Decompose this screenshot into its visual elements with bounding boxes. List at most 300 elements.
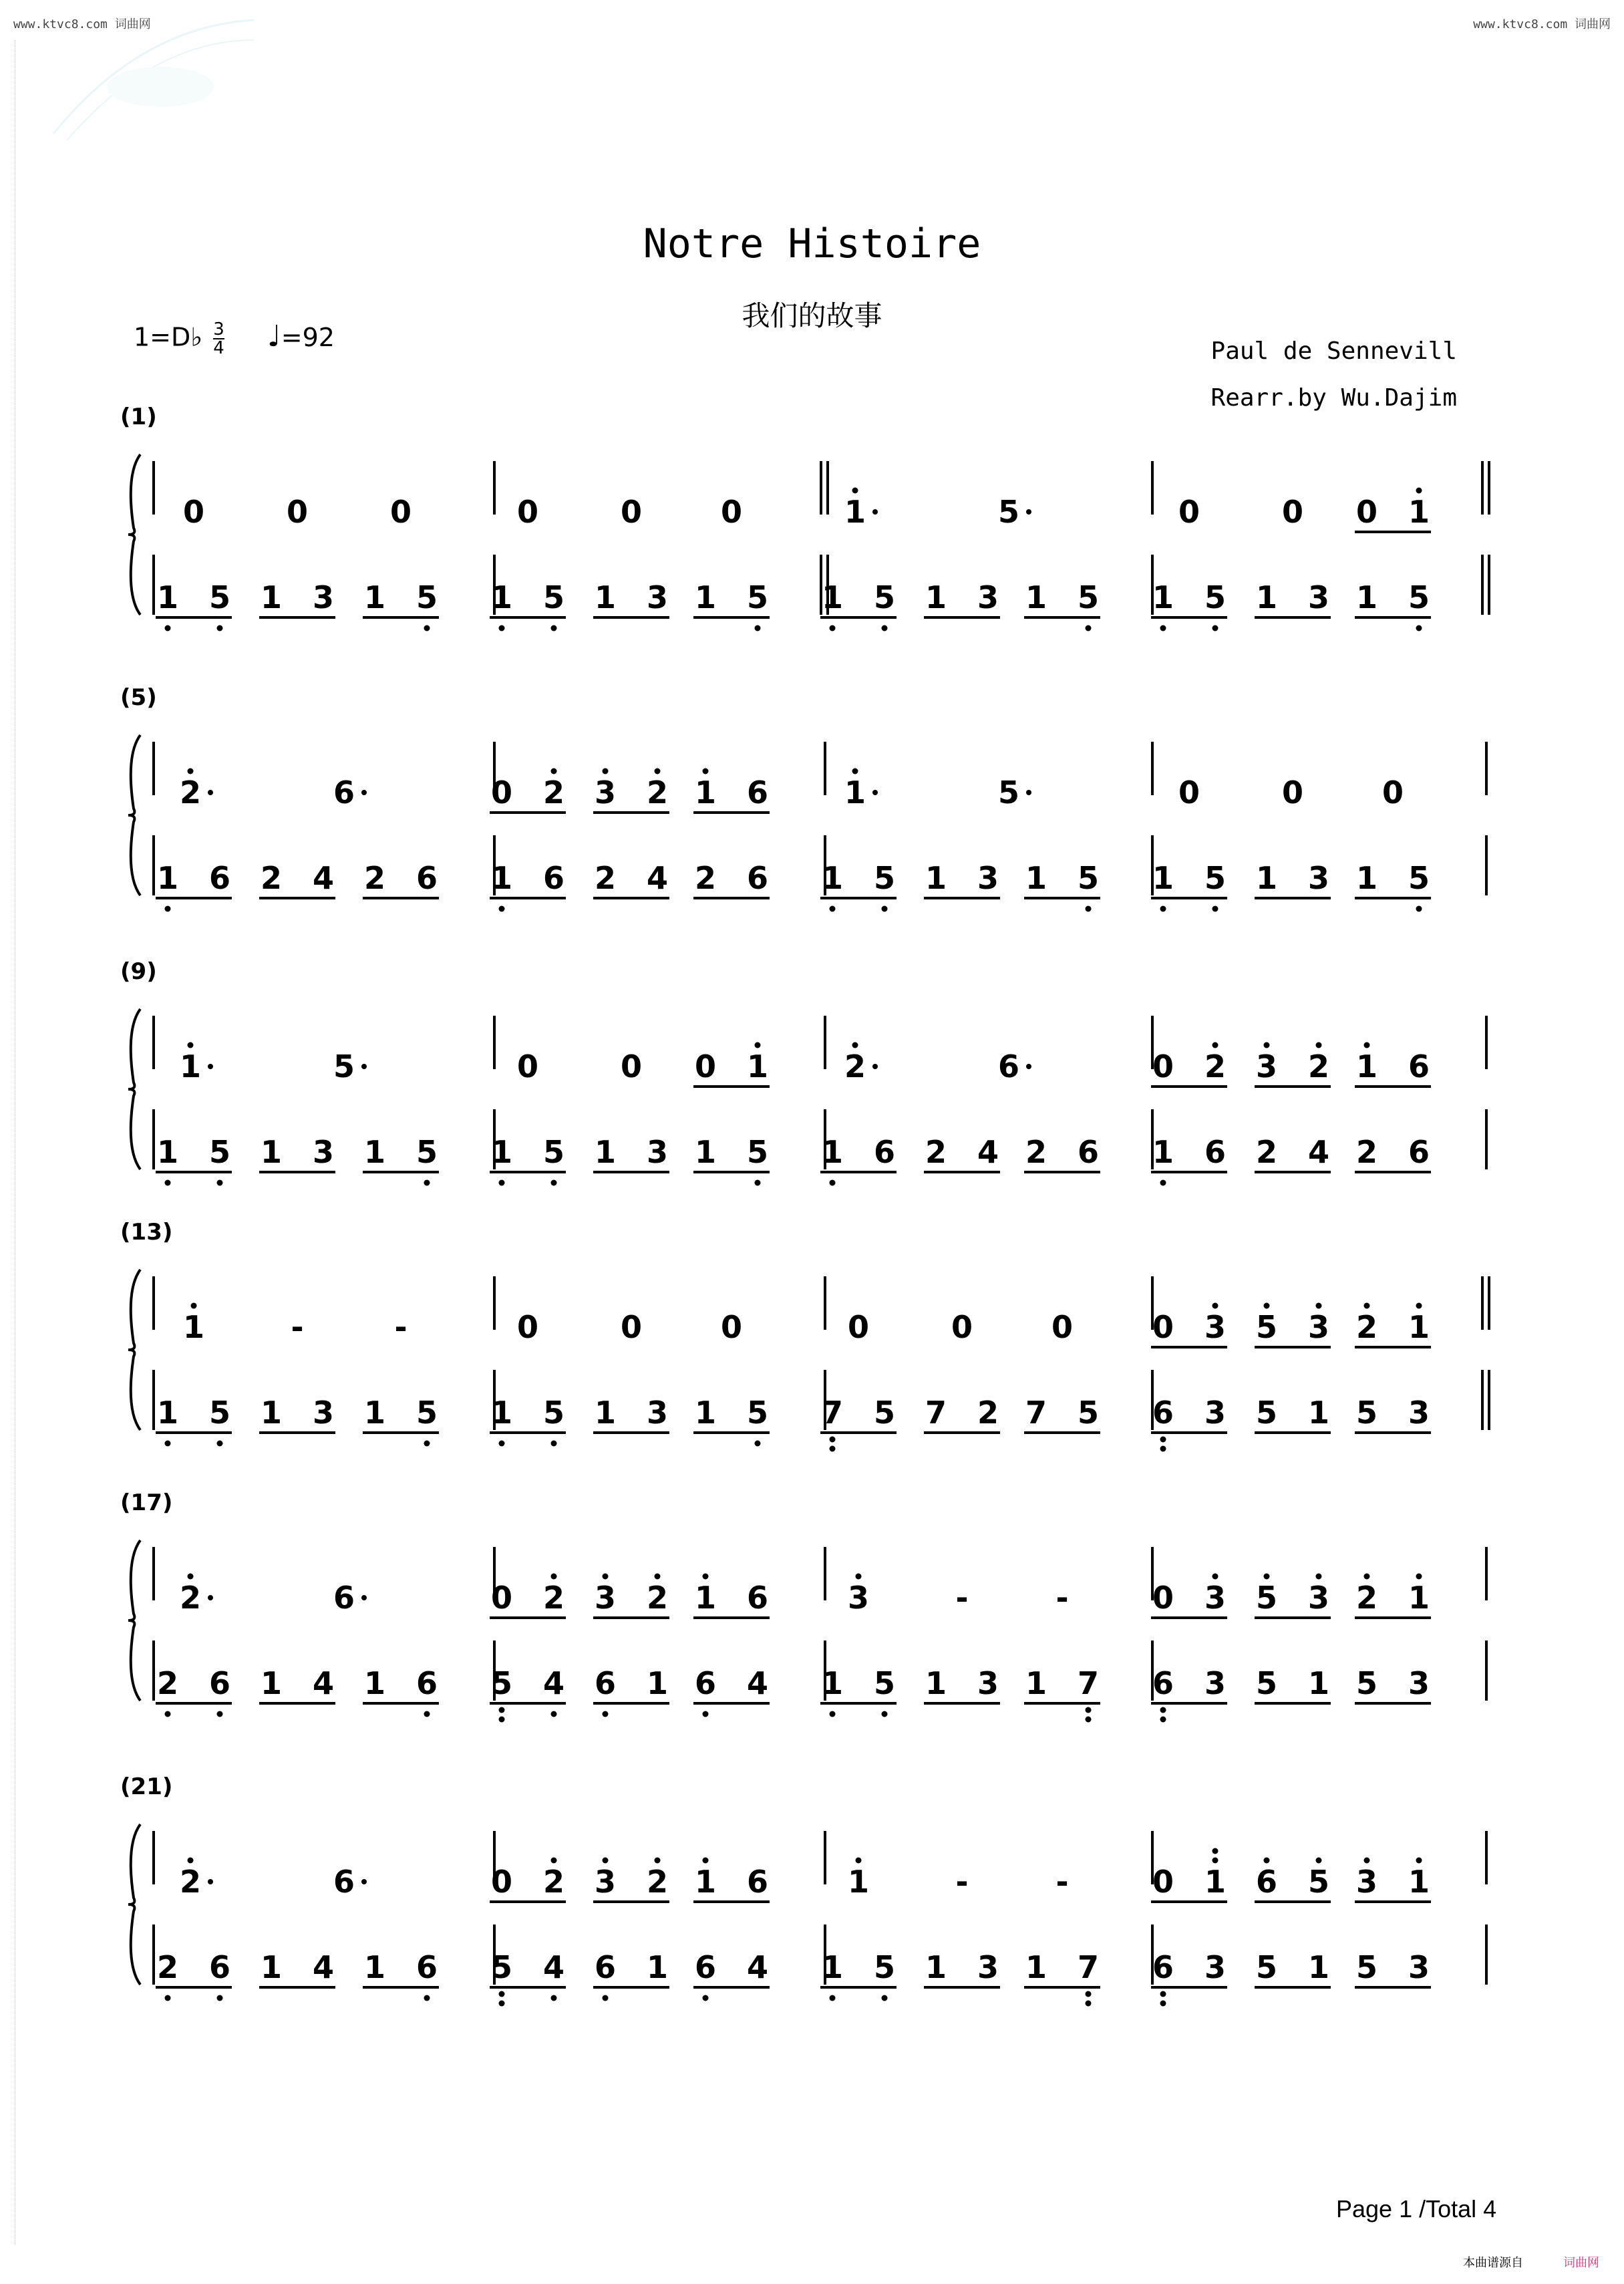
lower-m1-note: 2 [156,1949,179,1985]
octave-up-dot [856,1574,862,1580]
octave-down-dot [830,1711,836,1717]
upper-m4-note: 1 [1204,1864,1227,1900]
upper-m1-note: 1 [179,1048,202,1085]
octave-down-dot [217,1995,223,2001]
lower-m1-note: 1 [260,1949,283,1985]
octave-down-dot [499,2001,505,2007]
lower-m3-note: 5 [873,579,896,615]
octave-down-dot [424,1711,430,1717]
upper-m4-note: 0 [1281,774,1304,811]
octave-up-dot [1364,1858,1370,1864]
octave-down-dot [217,1180,223,1186]
octave-down-dot [1416,625,1422,631]
lower-m2-note: 1 [594,1134,617,1170]
upper-m2-note: 0 [620,1048,643,1085]
lower-m2-note: 4 [542,1665,565,1701]
octave-down-dot [1086,906,1092,912]
lower-m3-note: 5 [873,1665,896,1701]
octave-up-dot [852,488,858,494]
lower-m2-note: 2 [594,860,617,896]
upper-m4-note: 5 [1307,1864,1330,1900]
octave-down-dot [551,1995,557,2001]
lower-m3-note: 2 [1025,1134,1047,1170]
octave-down-dot [1086,1707,1092,1713]
lower-m2-note: 1 [490,1395,513,1431]
lower-m1-note: 5 [208,579,231,615]
octave-down-dot [499,1707,505,1713]
octave-up-dot [1316,1858,1322,1864]
octave-down-dot [1160,1717,1166,1723]
upper-m2-note: 1 [694,1580,717,1616]
lower-m3-note: 3 [977,860,999,896]
upper-m3-note: 1 [847,1864,870,1900]
lower-m3-note: 1 [821,1665,844,1701]
octave-down-dot [1160,906,1166,912]
upper-m4-note: 5 [1255,1309,1278,1345]
upper-m4-note: 0 [1152,1309,1174,1345]
octave-up-dot [755,1042,761,1048]
octave-down-dot [830,1446,836,1452]
lower-m4-note: 1 [1355,860,1378,896]
octave-up-dot [852,1042,858,1048]
upper-m2-note: 0 [516,494,539,530]
upper-m2-note: 2 [646,1864,669,1900]
octave-down-dot [703,1995,709,2001]
measure-number: (17) [120,1489,173,1516]
upper-m4-note: 2 [1204,1048,1227,1085]
page-indicator: Page 1 /Total 4 [1336,2195,1497,2223]
system-5 [120,1489,1486,1723]
header-left-source: www.ktvc8.com 词曲网 [13,17,151,31]
octave-up-dot [852,768,858,774]
octave-down-dot [165,1441,171,1447]
footer-source-label: 本曲谱源自 [1463,2256,1523,2270]
lower-m3-note: 1 [925,579,947,615]
upper-m4-note: 1 [1408,1580,1430,1616]
octave-down-dot [882,1995,888,2001]
upper-m3-note: 5 [997,494,1020,530]
octave-down-dot [882,1711,888,1717]
upper-m1-note: 0 [182,494,205,530]
lower-m4-note: 1 [1307,1665,1330,1701]
lower-m2-note: 1 [490,1134,513,1170]
upper-m4-note: 1 [1408,494,1430,530]
augmentation-dot [361,790,367,795]
octave-up-dot [1316,1042,1322,1048]
lower-m3-note: 7 [925,1395,947,1431]
octave-up-dot [1364,1303,1370,1309]
lower-m1-note: 5 [416,579,438,615]
upper-m1-note: 0 [286,494,309,530]
lower-m1-note: 4 [312,1665,335,1701]
upper-m2-note: 0 [720,1309,743,1345]
upper-m4-note: 0 [1281,494,1304,530]
upper-m3-note: 0 [951,1309,973,1345]
grand-staff-brace [128,735,140,895]
upper-m3-note: 2 [844,1048,866,1085]
octave-down-dot [165,1711,171,1717]
lower-m3-note: 5 [873,1949,896,1985]
lower-m1-note: 1 [260,1665,283,1701]
lower-m4-note: 3 [1307,579,1330,615]
octave-down-dot [499,625,505,631]
lower-m1-note: 6 [416,1949,438,1985]
grand-staff-brace [128,1540,140,1701]
octave-down-dot [1086,1717,1092,1723]
lower-m1-note: 1 [363,1665,386,1701]
upper-m2-note: 6 [746,1864,769,1900]
upper-m4-note: 1 [1408,1864,1430,1900]
upper-m2-note: 0 [516,1309,539,1345]
upper-m3-note: - [955,1580,969,1616]
grand-staff-brace [128,1009,140,1169]
upper-m3-note: 0 [847,1309,870,1345]
tempo-value: =92 [281,323,335,352]
upper-m1-note: 2 [179,774,202,811]
octave-up-dot [1364,1574,1370,1580]
lower-m3-note: 1 [925,1665,947,1701]
lower-m3-note: 7 [1077,1665,1100,1701]
lower-m1-note: 1 [156,579,179,615]
lower-m1-note: 1 [363,579,386,615]
lower-m3-note: 1 [1025,1949,1047,1985]
augmentation-dot [1026,1064,1031,1069]
lower-m3-note: 1 [1025,860,1047,896]
lower-m4-note: 5 [1355,1949,1378,1985]
upper-m3-note: 5 [997,774,1020,811]
octave-up-dot [703,1574,709,1580]
lower-m3-note: 1 [821,860,844,896]
upper-m4-note: 3 [1204,1309,1227,1345]
octave-up-dot [703,1858,709,1864]
lower-m2-note: 6 [594,1949,617,1985]
lower-m2-note: 1 [646,1665,669,1701]
lower-m4-note: 5 [1204,860,1227,896]
octave-down-dot [1086,2001,1092,2007]
lower-m3-note: 6 [873,1134,896,1170]
octave-down-dot [603,1711,609,1717]
octave-down-dot [165,1995,171,2001]
lower-m3-note: 5 [873,860,896,896]
lower-m1-note: 2 [260,860,283,896]
octave-down-dot [1086,1991,1092,1997]
lower-m3-note: 1 [821,579,844,615]
lower-m4-note: 5 [1408,579,1430,615]
upper-m2-note: 0 [490,1864,513,1900]
measure-number: (9) [120,958,157,985]
octave-up-dot [655,1574,661,1580]
lower-m3-note: 1 [1025,1665,1047,1701]
lower-m1-note: 6 [416,1665,438,1701]
octave-down-dot [424,625,430,631]
song-subtitle: 我们的故事 [742,299,882,332]
upper-m4-note: 0 [1152,1864,1174,1900]
lower-m1-note: 6 [208,1949,231,1985]
lower-m4-note: 6 [1152,1665,1174,1701]
lower-m3-note: 5 [873,1395,896,1431]
octave-up-dot [655,768,661,774]
lower-m3-note: 3 [977,1949,999,1985]
octave-down-dot [551,625,557,631]
octave-up-dot [1416,1574,1422,1580]
octave-up-dot [188,1858,194,1864]
octave-down-dot [703,1711,709,1717]
lower-m2-note: 1 [694,579,717,615]
upper-m1-note: - [291,1309,304,1345]
time-sig-bottom: 4 [213,338,224,358]
measure-number: (13) [120,1219,173,1246]
octave-down-dot [882,625,888,631]
octave-down-dot [830,1180,836,1186]
augmentation-dot [361,1064,367,1069]
upper-m2-note: 0 [720,494,743,530]
lower-m4-note: 1 [1152,860,1174,896]
augmentation-dot [361,1595,367,1600]
upper-m4-note: 3 [1355,1864,1378,1900]
lower-m1-note: 1 [260,1134,283,1170]
grand-staff-brace [128,1824,140,1985]
lower-m3-note: 1 [925,860,947,896]
upper-m4-note: 3 [1307,1309,1330,1345]
lower-m3-note: 1 [1025,579,1047,615]
upper-m1-note: 1 [182,1309,205,1345]
octave-up-dot [551,1574,557,1580]
lower-m2-note: 3 [646,1134,669,1170]
octave-up-dot [191,1303,197,1309]
lower-m4-note: 3 [1408,1395,1430,1431]
octave-up-dot [1212,1303,1219,1309]
lower-m2-note: 4 [746,1949,769,1985]
augmentation-dot [872,790,878,795]
upper-m2-note: 2 [646,1580,669,1616]
octave-down-dot [424,1441,430,1447]
lower-m2-note: 5 [746,1134,769,1170]
lower-m4-note: 4 [1307,1134,1330,1170]
key-label: 1=D♭ [134,322,203,352]
lower-m3-note: 7 [821,1395,844,1431]
augmentation-dot [361,1879,367,1884]
octave-down-dot [1086,625,1092,631]
upper-m4-note: 1 [1355,1048,1378,1085]
upper-m1-note: - [394,1309,408,1345]
upper-m2-note: 3 [594,774,617,811]
upper-m2-note: 2 [646,774,669,811]
octave-up-dot [1264,1574,1270,1580]
upper-m4-note: 5 [1255,1580,1278,1616]
upper-m2-note: 0 [620,494,643,530]
upper-m2-note: 3 [594,1864,617,1900]
lower-m2-note: 3 [646,1395,669,1431]
lower-m1-note: 1 [156,860,179,896]
lower-m4-note: 5 [1255,1949,1278,1985]
upper-m3-note: 1 [844,774,866,811]
lower-m3-note: 4 [977,1134,999,1170]
grand-staff-brace [128,1270,140,1430]
lower-m2-note: 4 [746,1665,769,1701]
octave-down-dot [424,1180,430,1186]
system-2 [120,684,1486,912]
upper-m3-note: - [955,1864,969,1900]
octave-down-dot [1160,1437,1166,1443]
lower-m3-note: 5 [1077,860,1100,896]
octave-up-dot [603,1574,609,1580]
lower-m4-note: 3 [1204,1665,1227,1701]
upper-m1-note: 6 [333,1864,355,1900]
lower-m4-note: 3 [1204,1949,1227,1985]
octave-down-dot [499,1180,505,1186]
lower-m1-note: 1 [363,1395,386,1431]
lower-m2-note: 1 [490,579,513,615]
octave-up-dot [655,1858,661,1864]
octave-up-dot [603,1858,609,1864]
octave-down-dot [499,1991,505,1997]
lower-m1-note: 1 [156,1134,179,1170]
upper-m2-note: 2 [542,1580,565,1616]
octave-down-dot [830,1995,836,2001]
lower-m3-note: 1 [925,1949,947,1985]
lower-m2-note: 4 [542,1949,565,1985]
upper-m4-note: 0 [1382,774,1404,811]
lower-m2-note: 5 [490,1665,513,1701]
lower-m2-note: 5 [542,1134,565,1170]
lower-m1-note: 3 [312,1134,335,1170]
lower-m2-note: 2 [694,860,717,896]
upper-m3-note: - [1055,1864,1069,1900]
lower-m3-note: 1 [821,1134,844,1170]
lower-m1-note: 6 [208,860,231,896]
upper-m4-note: 0 [1355,494,1378,530]
octave-down-dot [165,1180,171,1186]
octave-up-dot [551,768,557,774]
lower-m2-note: 5 [542,1395,565,1431]
octave-down-dot [1160,1991,1166,1997]
upper-m4-note: 0 [1178,774,1200,811]
lower-m1-note: 4 [312,1949,335,1985]
octave-down-dot [1212,906,1219,912]
upper-m3-note: 0 [1051,1309,1074,1345]
lower-m1-note: 1 [156,1395,179,1431]
augmentation-dot [208,1879,213,1884]
upper-m4-note: 3 [1255,1048,1278,1085]
octave-down-dot [830,906,836,912]
octave-down-dot [499,906,505,912]
octave-down-dot [755,1180,761,1186]
system-4 [120,1219,1489,1452]
footer-brand-label: 词曲网 [1563,2256,1599,2270]
lower-m4-note: 3 [1408,1665,1430,1701]
octave-down-dot [1160,2001,1166,2007]
upper-m4-note: 0 [1178,494,1200,530]
lower-m3-note: 7 [1025,1395,1047,1431]
lower-m4-note: 3 [1307,860,1330,896]
octave-down-dot [217,1441,223,1447]
octave-up-dot [1316,1303,1322,1309]
lower-m4-note: 2 [1255,1134,1278,1170]
lower-m1-note: 4 [312,860,335,896]
lower-m2-note: 6 [542,860,565,896]
octave-up-dot [703,768,709,774]
lower-m4-note: 6 [1408,1134,1430,1170]
upper-m4-note: 6 [1255,1864,1278,1900]
octave-down-dot [165,906,171,912]
octave-down-dot [165,625,171,631]
system-1 [120,404,1489,631]
lower-m4-note: 3 [1408,1949,1430,1985]
lower-m1-note: 5 [416,1395,438,1431]
lower-m4-note: 2 [1355,1134,1378,1170]
octave-down-dot [1160,1180,1166,1186]
octave-down-dot [499,1717,505,1723]
octave-up-dot [1416,1858,1422,1864]
lower-m1-note: 5 [208,1134,231,1170]
octave-down-dot [603,1995,609,2001]
lower-m4-note: 1 [1152,579,1174,615]
augmentation-dot [208,790,213,795]
lower-m1-note: 2 [363,860,386,896]
system-3 [120,958,1486,1186]
octave-down-dot [830,625,836,631]
upper-m3-note: - [1055,1580,1069,1616]
upper-m4-note: 2 [1355,1580,1378,1616]
lower-m4-note: 1 [1152,1134,1174,1170]
lower-m3-note: 5 [1077,579,1100,615]
lower-m2-note: 5 [490,1949,513,1985]
time-sig-top: 3 [213,319,224,339]
augmentation-dot [1026,790,1031,795]
grand-staff-brace [128,454,140,615]
lower-m4-note: 6 [1152,1395,1174,1431]
lower-m2-note: 6 [694,1949,717,1985]
lower-m4-note: 5 [1355,1395,1378,1431]
octave-up-dot [603,768,609,774]
upper-m1-note: 6 [333,774,355,811]
lower-m2-note: 1 [490,860,513,896]
octave-up-dot [856,1858,862,1864]
octave-down-dot [882,906,888,912]
octave-up-dot [1264,1858,1270,1864]
augmentation-dot [872,509,878,515]
upper-m2-note: 0 [620,1309,643,1345]
lower-m1-note: 5 [416,1134,438,1170]
lower-m4-note: 1 [1307,1395,1330,1431]
octave-down-dot [1160,1707,1166,1713]
octave-up-dot [188,1042,194,1048]
upper-m2-note: 2 [542,774,565,811]
octave-down-dot [551,1441,557,1447]
upper-m1-note: 2 [179,1864,202,1900]
octave-down-dot [424,1995,430,2001]
lower-m2-note: 3 [646,579,669,615]
upper-m4-note: 1 [1408,1309,1430,1345]
octave-up-dot [188,768,194,774]
lower-m4-note: 1 [1355,579,1378,615]
lower-m4-note: 1 [1255,579,1278,615]
octave-down-dot [830,1437,836,1443]
octave-up-dot [551,1858,557,1864]
upper-m2-note: 0 [490,1580,513,1616]
lower-m2-note: 6 [694,1665,717,1701]
lower-m2-note: 4 [646,860,669,896]
upper-m2-note: 0 [490,774,513,811]
upper-m2-note: 6 [746,1580,769,1616]
upper-m4-note: 2 [1355,1309,1378,1345]
upper-m2-note: 6 [746,774,769,811]
measure-number: (5) [120,684,157,711]
upper-m4-note: 2 [1307,1048,1330,1085]
upper-m1-note: 0 [389,494,412,530]
lower-m2-note: 1 [594,1395,617,1431]
octave-up-dot [1416,488,1422,494]
